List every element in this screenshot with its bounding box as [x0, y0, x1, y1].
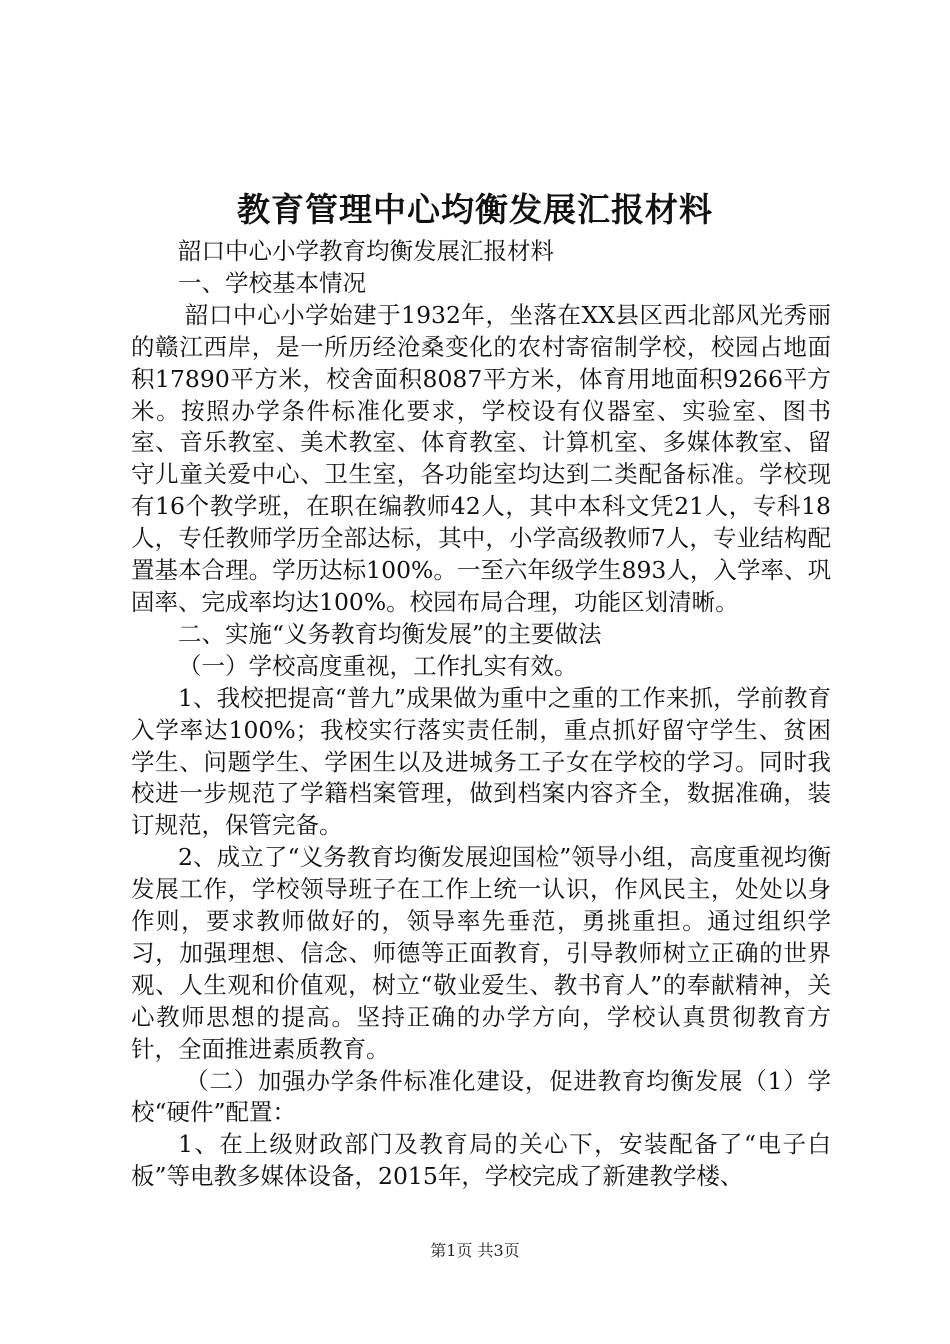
paragraph-hardware-item-1: 1、在上级财政部门及教育局的关心下，安装配备了“电子白板”等电教多媒体设备，2015年，学校完成了新建教学楼、 [131, 1130, 831, 1191]
paragraph-item-1: 1、我校把提高“普九”成果做为重中之重的工作来抓，学前教育入学率达100%；我校实行落实责任制，重点抓好留守学生、贫困学生、问题学生、学困生以及进城务工子女在学校的学习。同时我校进一步规范了学籍档案管理，做到档案内容齐全，数据准确，装订规范，保管完备。 [131, 683, 831, 840]
section-heading-2: 二、实施“义务教育均衡发展”的主要做法 [178, 619, 602, 648]
document-body [131, 236, 831, 1193]
paragraph-school-overview: 韶口中心小学始建于1932年，坐落在XX县区西北部风光秀丽的赣江西岸，是一所历经沧桑变化的农村寄宿制学校，校园占地面积17890平方米，校舍面积8087平方米，体育用地面积9266平方米。按照办学条件标准化要求，学校设有仪器室、实验室、图书室、音乐教室、美术教室、体育教室、计算机室、多媒体教室、留守儿童关爱中心、卫生室，各功能室均达到二类配备标准。学校现有16个教学班，在职在编教师42人，其中本科文凭21人，专科18人，专任教师学历全部达标，其中，小学高级教师7人，专业结构配置基本合理。学历达标100%。一至六年级学生893人，入学率、巩固率、完成率均达100%。校园布局合理，功能区划清晰。 [131, 300, 831, 616]
subsection-heading-2: （二）加强办学条件标准化建设，促进教育均衡发展（1）学校“硬件”配置： [131, 1066, 831, 1127]
section-heading-1: 一、学校基本情况 [178, 268, 366, 297]
page-number-footer: 第1页 共3页 [430, 1241, 520, 1260]
subsection-heading-1: （一）学校高度重视，工作扎实有效。 [178, 651, 578, 680]
subtitle-paragraph: 韶口中心小学教育均衡发展汇报材料 [178, 237, 554, 265]
paragraph-item-2: 2、成立了“义务教育均衡发展迎国检”领导小组，高度重视均衡发展工作，学校领导班子在工作上统一认识，作风民主，处处以身作则，要求教师做好的，领导率先垂范，勇挑重担。通过组织学习，加强理想、信念、师德等正面教育，引导教师树立正确的世界观、人生观和价值观，树立“敬业爱生、教书育人”的奉献精神，关心教师思想的提高。坚持正确的办学方向，学校认真贯彻教育方针，全面推进素质教育。 [131, 843, 831, 1063]
document-title: 教育管理中心均衡发展汇报材料 [237, 190, 713, 229]
